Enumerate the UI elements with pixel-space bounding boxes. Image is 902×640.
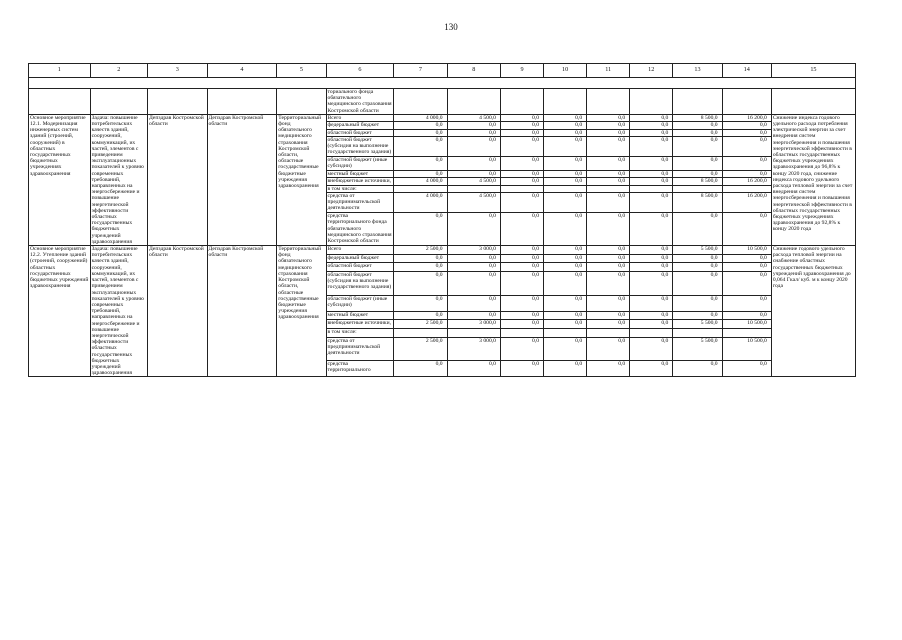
value-cell: 0,0 <box>394 129 447 136</box>
value-cell: 0,0 <box>673 170 722 177</box>
value-cell: 0,0 <box>394 213 447 246</box>
value-cell: 0,0 <box>587 361 630 377</box>
value-cell: 0,0 <box>630 246 673 255</box>
header-cell: 10 <box>544 64 587 78</box>
value-cell: 3 000,0 <box>447 337 500 361</box>
value-cell: 2 500,0 <box>394 337 447 361</box>
value-cell <box>544 328 587 337</box>
value-cell: 0,0 <box>500 320 543 329</box>
value-cell: 0,0 <box>587 122 630 129</box>
value-cell: 0,0 <box>544 295 587 311</box>
value-cell: 0,0 <box>722 272 771 296</box>
value-cell <box>394 185 447 192</box>
funding-source-cell: средства территориального фонда обязательного медицинского страхования Костромской области <box>326 213 394 246</box>
value-cell: 0,0 <box>722 254 771 263</box>
value-cell: 5 500,0 <box>673 246 722 255</box>
funding-source-cell: областной бюджет (субсидия на выполнение государственного задания) <box>326 272 394 296</box>
page-number: 130 <box>444 22 458 32</box>
value-cell: 0,0 <box>394 170 447 177</box>
empty-cell <box>148 89 208 115</box>
value-cell: 4 500,0 <box>447 178 500 185</box>
value-cell: 0,0 <box>394 295 447 311</box>
value-cell: 0,0 <box>722 170 771 177</box>
value-cell: 0,0 <box>587 320 630 329</box>
value-cell: 0,0 <box>587 157 630 171</box>
value-cell: 0,0 <box>630 320 673 329</box>
value-cell: 0,0 <box>630 311 673 320</box>
value-cell: 10 500,0 <box>722 320 771 329</box>
value-cell: 0,0 <box>673 263 722 272</box>
empty-cell <box>630 89 673 115</box>
measure-c3-cell: Депздрав Костромской области <box>148 246 208 377</box>
value-cell: 0,0 <box>500 129 543 136</box>
funding-source-cell: федеральный бюджет <box>326 254 394 263</box>
value-cell: 0,0 <box>500 122 543 129</box>
value-cell: 0,0 <box>673 311 722 320</box>
value-cell: 0,0 <box>544 246 587 255</box>
value-cell: 0,0 <box>673 295 722 311</box>
value-cell: 0,0 <box>447 122 500 129</box>
measure-c1-cell: Основное мероприятие 12.1. Модернизация инженерных систем зданий (строений, сооружений) в областных государственных бюджетных учреждениях здравоохранения <box>29 114 91 245</box>
measure-c2-cell: Задача: повышение потребительских качеств зданий, сооружений, коммуникаций, их частей, элементов с приведением эксплуатационных показателей к уровню современных требований, направленных на энергосбережение и повышение энергетической эффективности областных государственных бюджетных учреждений здравоохранения <box>90 114 147 245</box>
header-cell: 5 <box>277 64 326 78</box>
value-cell: 0,0 <box>630 337 673 361</box>
value-cell: 8 500,0 <box>673 114 722 121</box>
value-cell: 0,0 <box>544 170 587 177</box>
value-cell <box>722 328 771 337</box>
value-cell: 0,0 <box>630 213 673 246</box>
value-cell: 0,0 <box>544 193 587 213</box>
value-cell <box>500 185 543 192</box>
value-cell <box>630 185 673 192</box>
empty-cell <box>29 89 91 115</box>
value-cell: 0,0 <box>587 213 630 246</box>
funding-source-cell: в том числе: <box>326 328 394 337</box>
value-cell: 0,0 <box>722 263 771 272</box>
value-cell: 0,0 <box>722 311 771 320</box>
header-cell: 11 <box>587 64 630 78</box>
value-cell: 0,0 <box>500 311 543 320</box>
funding-source-cell: местный бюджет <box>326 311 394 320</box>
value-cell: 0,0 <box>447 129 500 136</box>
value-cell: 0,0 <box>394 157 447 171</box>
empty-cell <box>447 89 500 115</box>
value-cell <box>500 328 543 337</box>
value-cell <box>673 328 722 337</box>
value-cell: 10 500,0 <box>722 337 771 361</box>
value-cell: 0,0 <box>447 170 500 177</box>
funding-source-cell: внебюджетные источники, <box>326 178 394 185</box>
value-cell: 0,0 <box>587 246 630 255</box>
funding-source-cell: в том числе: <box>326 185 394 192</box>
header-cell: 9 <box>500 64 543 78</box>
header-cell: 13 <box>673 64 722 78</box>
funding-source-cell: внебюджетные источники, <box>326 320 394 329</box>
value-cell: 0,0 <box>722 361 771 377</box>
empty-cell <box>771 89 855 115</box>
measure-c5-cell: Территориальный фонд обязательного медицинского страхования Костромской области, областные государственные бюджетные учреждения здравоохранения <box>277 114 326 245</box>
empty-cell <box>394 89 447 115</box>
value-cell: 0,0 <box>500 178 543 185</box>
value-cell: 16 200,0 <box>722 114 771 121</box>
value-cell: 0,0 <box>544 213 587 246</box>
measure-c4-cell: Депздрав Костромской области <box>207 114 277 245</box>
measure-c1-cell: Основное мероприятие 12.2. Утепление зданий (строений, сооружений) областных государственных бюджетных учреждений здравоохранения <box>29 246 91 377</box>
header-row <box>29 64 856 78</box>
value-cell: 0,0 <box>673 136 722 156</box>
header-cell: 7 <box>394 64 447 78</box>
value-cell: 0,0 <box>722 157 771 171</box>
value-cell: 0,0 <box>722 122 771 129</box>
value-cell: 0,0 <box>544 263 587 272</box>
value-cell: 0,0 <box>630 114 673 121</box>
value-cell: 0,0 <box>544 178 587 185</box>
value-cell: 0,0 <box>544 122 587 129</box>
value-cell: 0,0 <box>587 136 630 156</box>
value-cell: 0,0 <box>447 272 500 296</box>
expected-result-cell: Снижение годового удельного расхода тепловой энергии на снабжение областных государственных бюджетных учреждений здравоохранения до 0,064 Гкал/ куб. м к концу 2020 года <box>771 246 855 377</box>
value-cell <box>722 185 771 192</box>
value-cell: 0,0 <box>500 193 543 213</box>
value-cell: 0,0 <box>394 263 447 272</box>
value-cell: 0,0 <box>587 129 630 136</box>
value-cell: 0,0 <box>630 272 673 296</box>
continuation-row <box>29 89 856 115</box>
value-cell: 10 500,0 <box>722 246 771 255</box>
value-cell: 0,0 <box>722 295 771 311</box>
funding-source-cell: областной бюджет (иные субсидии) <box>326 157 394 171</box>
empty-cell <box>500 89 543 115</box>
value-cell: 0,0 <box>394 136 447 156</box>
value-cell <box>673 185 722 192</box>
value-cell: 0,0 <box>500 254 543 263</box>
value-cell: 4 500,0 <box>447 114 500 121</box>
value-cell: 0,0 <box>673 254 722 263</box>
value-cell <box>447 328 500 337</box>
table-body <box>29 64 856 377</box>
value-cell: 8 500,0 <box>673 178 722 185</box>
value-cell: 0,0 <box>630 193 673 213</box>
expected-result-cell: Снижение индекса годового удельного расхода потребления электрической энергии за счет внедрения систем энергосбережения и повышения энергетической эффективности в областных государственных бюджетных учреждениях здравоохранения до 96,8% к концу 2020 года, снижение индекса годового удельного расхода тепловой энергии за счет внедрения систем энергосбережения и повышения энергетической эффективности в областных государственных бюджетных учреждениях здравоохранения до 92,8% к концу 2020 года <box>771 114 855 245</box>
measure-c3-cell: Депздрав Костромской области <box>148 114 208 245</box>
value-cell: 0,0 <box>673 129 722 136</box>
value-cell: 0,0 <box>673 157 722 171</box>
funding-row <box>29 114 856 121</box>
funding-source-cell: Всего <box>326 114 394 121</box>
value-cell: 0,0 <box>587 337 630 361</box>
value-cell: 0,0 <box>544 311 587 320</box>
value-cell: 0,0 <box>500 213 543 246</box>
value-cell: 16 200,0 <box>722 193 771 213</box>
empty-cell <box>207 89 277 115</box>
header-cell: 2 <box>90 64 147 78</box>
value-cell: 0,0 <box>394 122 447 129</box>
value-cell: 0,0 <box>544 337 587 361</box>
empty-cell <box>90 89 147 115</box>
value-cell <box>630 328 673 337</box>
header-cell: 6 <box>326 64 394 78</box>
value-cell: 0,0 <box>447 263 500 272</box>
value-cell: 0,0 <box>544 320 587 329</box>
value-cell: 0,0 <box>500 246 543 255</box>
value-cell: 0,0 <box>500 361 543 377</box>
value-cell: 0,0 <box>587 170 630 177</box>
measure-c5-cell: Территориальный фонд обязательного медицинского страхования Костромской области, областные государственные бюджетные учреждения здравоохранения <box>277 246 326 377</box>
value-cell <box>447 185 500 192</box>
value-cell: 4 500,0 <box>447 193 500 213</box>
value-cell: 5 500,0 <box>673 337 722 361</box>
value-cell: 0,0 <box>587 263 630 272</box>
funding-row <box>29 246 856 255</box>
value-cell: 0,0 <box>587 311 630 320</box>
funding-source-cell: средства территориального <box>326 361 394 377</box>
funding-source-cell: местный бюджет <box>326 170 394 177</box>
header-cell: 3 <box>148 64 208 78</box>
value-cell: 2 500,0 <box>394 246 447 255</box>
gap-row <box>29 78 856 89</box>
value-cell: 0,0 <box>447 157 500 171</box>
empty-cell <box>277 89 326 115</box>
funding-source-cell: Всего <box>326 246 394 255</box>
value-cell: 0,0 <box>673 272 722 296</box>
value-cell: 0,0 <box>447 311 500 320</box>
value-cell: 0,0 <box>447 361 500 377</box>
measure-c4-cell: Депздрав Костромской области <box>207 246 277 377</box>
value-cell: 0,0 <box>544 136 587 156</box>
value-cell: 0,0 <box>630 157 673 171</box>
value-cell: 0,0 <box>394 361 447 377</box>
funding-source-cell: областной бюджет (субсидия на выполнение государственного задания) <box>326 136 394 156</box>
empty-cell <box>722 89 771 115</box>
value-cell: 0,0 <box>500 114 543 121</box>
value-cell: 0,0 <box>722 136 771 156</box>
value-cell: 0,0 <box>673 213 722 246</box>
header-cell: 8 <box>447 64 500 78</box>
value-cell: 5 500,0 <box>673 320 722 329</box>
value-cell: 0,0 <box>587 254 630 263</box>
gap-cell <box>29 78 856 89</box>
value-cell: 0,0 <box>394 254 447 263</box>
header-cell: 4 <box>207 64 277 78</box>
value-cell: 0,0 <box>500 263 543 272</box>
value-cell: 0,0 <box>587 295 630 311</box>
header-cell: 1 <box>29 64 91 78</box>
value-cell: 8 500,0 <box>673 193 722 213</box>
funding-source-cell: средства от предпринимательской деятельности <box>326 193 394 213</box>
value-cell: 0,0 <box>587 178 630 185</box>
value-cell: 0,0 <box>447 136 500 156</box>
header-cell: 14 <box>722 64 771 78</box>
value-cell: 0,0 <box>500 337 543 361</box>
value-cell: 0,0 <box>394 311 447 320</box>
funding-source-cell: областной бюджет <box>326 263 394 272</box>
header-cell: 15 <box>771 64 855 78</box>
value-cell <box>587 328 630 337</box>
value-cell: 0,0 <box>630 295 673 311</box>
funding-source-cell: средства от предпринимательской деятельности <box>326 337 394 361</box>
value-cell: 0,0 <box>587 114 630 121</box>
value-cell <box>587 185 630 192</box>
value-cell: 0,0 <box>544 114 587 121</box>
value-cell: 0,0 <box>630 129 673 136</box>
value-cell: 3 000,0 <box>447 246 500 255</box>
empty-cell <box>587 89 630 115</box>
value-cell: 0,0 <box>587 272 630 296</box>
empty-cell <box>673 89 722 115</box>
value-cell: 0,0 <box>500 136 543 156</box>
funding-source-cell: областной бюджет (иные субсидии) <box>326 295 394 311</box>
value-cell: 0,0 <box>722 129 771 136</box>
value-cell: 0,0 <box>630 170 673 177</box>
value-cell: 4 000,0 <box>394 193 447 213</box>
value-cell: 4 000,0 <box>394 114 447 121</box>
value-cell: 0,0 <box>544 129 587 136</box>
value-cell: 0,0 <box>630 178 673 185</box>
value-cell: 0,0 <box>722 213 771 246</box>
funding-source-cell: областной бюджет <box>326 129 394 136</box>
value-cell: 0,0 <box>630 263 673 272</box>
value-cell: 16 200,0 <box>722 178 771 185</box>
value-cell: 0,0 <box>673 122 722 129</box>
value-cell: 0,0 <box>544 272 587 296</box>
value-cell: 0,0 <box>447 295 500 311</box>
header-cell: 12 <box>630 64 673 78</box>
value-cell: 0,0 <box>630 122 673 129</box>
value-cell: 2 500,0 <box>394 320 447 329</box>
value-cell <box>394 328 447 337</box>
value-cell: 0,0 <box>447 213 500 246</box>
value-cell: 0,0 <box>500 157 543 171</box>
measure-c2-cell: Задача: повышение потребительских качеств зданий, сооружений, коммуникаций, их частей, элементов с приведением эксплуатационных показателей к уровню современных требований, направленных на энергосбережение и повышение энергетической эффективности областных государственных бюджетных учреждений здравоохранения <box>90 246 147 377</box>
value-cell: 0,0 <box>673 361 722 377</box>
value-cell: 0,0 <box>630 361 673 377</box>
value-cell: 0,0 <box>630 254 673 263</box>
empty-cell <box>544 89 587 115</box>
value-cell: 0,0 <box>587 193 630 213</box>
value-cell: 0,0 <box>500 295 543 311</box>
source-cell: ториального фонда обязательного медицинского страхования Костромской области <box>326 89 394 115</box>
value-cell: 0,0 <box>544 254 587 263</box>
value-cell: 0,0 <box>500 272 543 296</box>
value-cell: 0,0 <box>630 136 673 156</box>
value-cell: 0,0 <box>394 272 447 296</box>
value-cell: 0,0 <box>500 170 543 177</box>
value-cell: 4 000,0 <box>394 178 447 185</box>
budget-table <box>28 63 856 377</box>
funding-source-cell: федеральный бюджет <box>326 122 394 129</box>
value-cell: 0,0 <box>447 254 500 263</box>
value-cell: 3 000,0 <box>447 320 500 329</box>
value-cell <box>544 185 587 192</box>
value-cell: 0,0 <box>544 361 587 377</box>
value-cell: 0,0 <box>544 157 587 171</box>
